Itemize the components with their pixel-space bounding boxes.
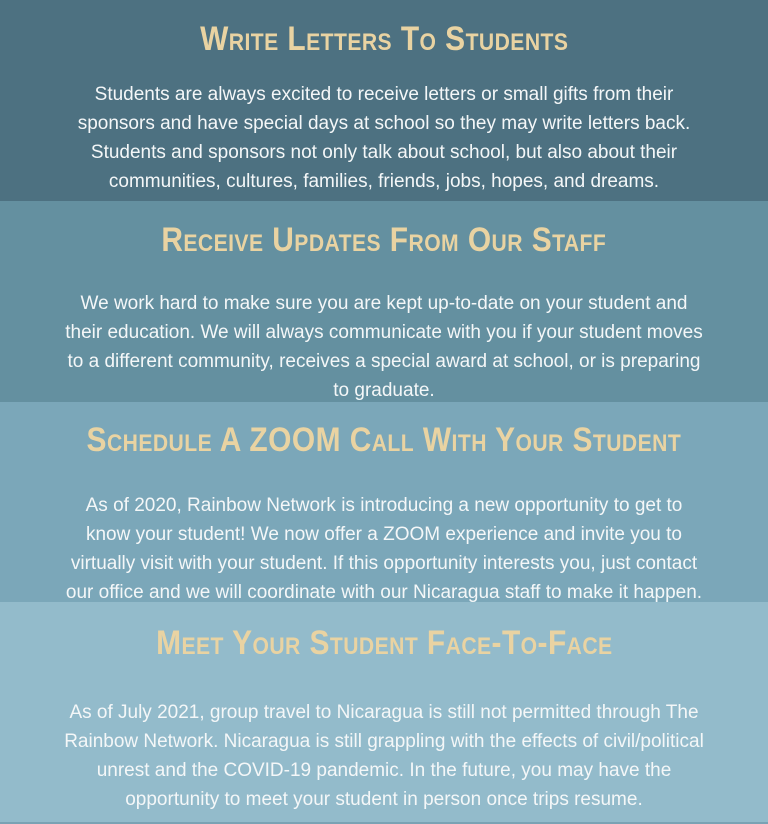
body-line: As of 2020, Rainbow Network is introducing a new opportunity to get to bbox=[85, 495, 683, 516]
body-line: As of July 2021, group travel to Nicaragua is still not permitted through The bbox=[69, 702, 699, 723]
body-line: opportunity to meet your student in person once trips resume. bbox=[125, 789, 643, 810]
section-title: Meet Your Student Face-To-Face bbox=[155, 624, 613, 662]
section-body bbox=[66, 491, 702, 607]
body-line: to graduate. bbox=[333, 380, 435, 401]
section-body bbox=[78, 80, 691, 196]
body-line: unrest and the COVID-19 pandemic. In the future, you may have the bbox=[96, 760, 672, 781]
body-line: know your student! We now offer a ZOOM experience and invite you to bbox=[85, 524, 682, 545]
body-line: Students are always excited to receive letters or small gifts from their bbox=[94, 84, 674, 105]
section-title: Receive Updates From Our Staff bbox=[161, 221, 607, 259]
section-title: Schedule A ZOOM Call With Your Student bbox=[86, 421, 682, 459]
body-line: We work hard to make sure you are kept up-to-date on your student and bbox=[80, 293, 688, 314]
body-line: Rainbow Network. Nicaragua is still grappling with the effects of civil/political bbox=[64, 731, 704, 752]
section-zoom-call bbox=[0, 402, 768, 602]
body-line: virtually visit with your student. If this opportunity interests you, just contact bbox=[70, 553, 698, 574]
section-body bbox=[64, 698, 704, 814]
body-line: communities, cultures, families, friends, jobs, hopes, and dreams. bbox=[108, 171, 660, 192]
section-write-letters bbox=[0, 0, 768, 201]
body-line: sponsors and have special days at school so they may write letters back. bbox=[77, 113, 691, 134]
body-line: Students and sponsors not only talk about school, but also about their bbox=[90, 142, 678, 163]
section-title: Write Letters To Students bbox=[199, 20, 569, 58]
body-line: their education. We will always communicate with you if your student moves bbox=[65, 322, 703, 343]
section-meet-student bbox=[0, 602, 768, 822]
body-line: our office and we will coordinate with our Nicaragua staff to make it happen. bbox=[65, 582, 703, 603]
section-receive-updates bbox=[0, 201, 768, 402]
section-body bbox=[65, 289, 702, 405]
body-line: to a different community, receives a special award at school, or is preparing bbox=[67, 351, 701, 372]
